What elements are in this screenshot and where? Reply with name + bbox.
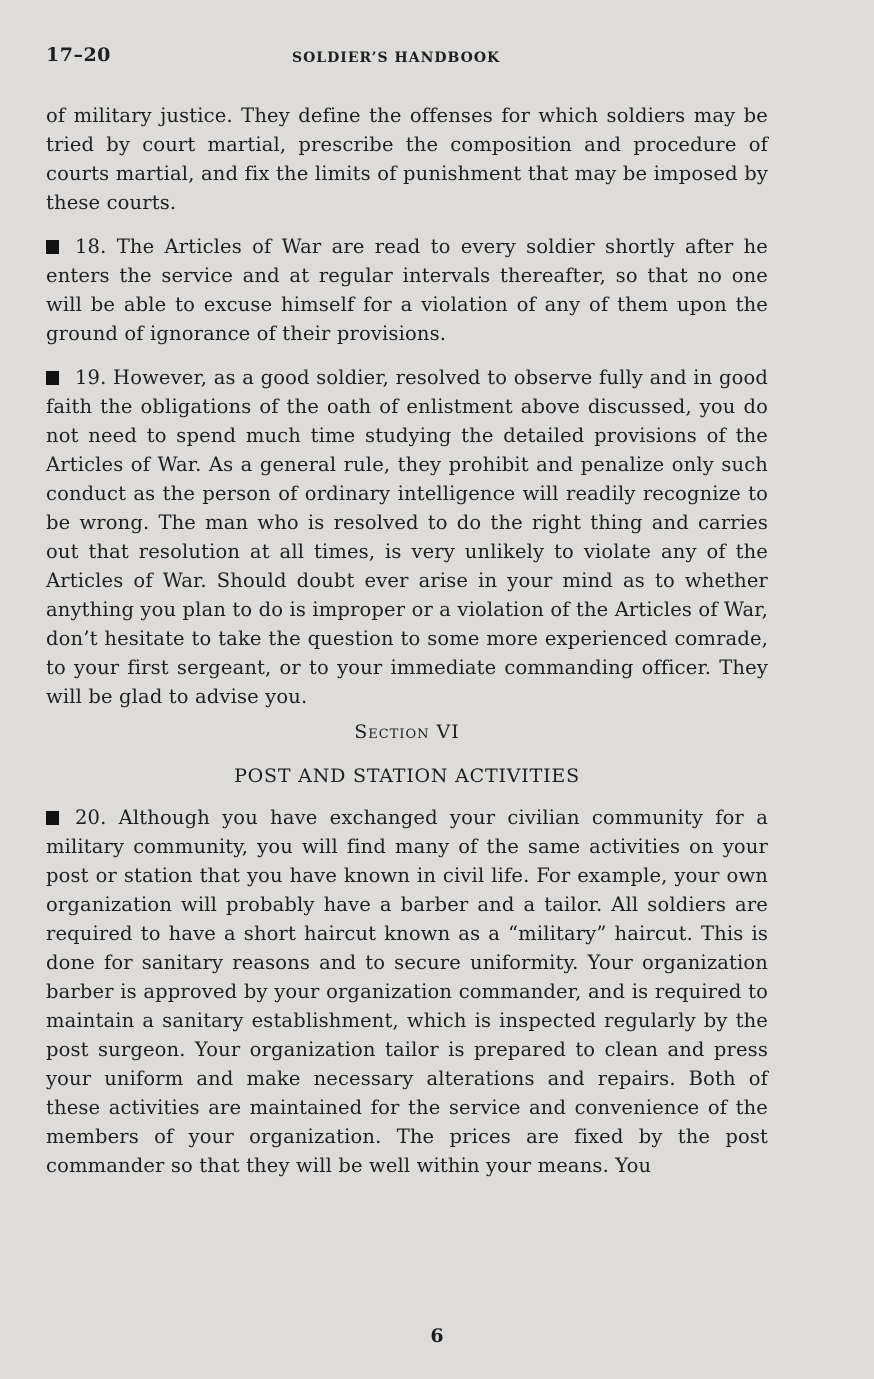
paragraph-marker-icon xyxy=(46,240,59,254)
paragraph-20 xyxy=(46,803,768,1180)
paragraph-19 xyxy=(46,363,768,711)
section-number-text: Section VI xyxy=(354,721,460,743)
paragraph-marker-icon xyxy=(46,811,59,825)
page-number: 6 xyxy=(430,1325,444,1347)
paragraph-18 xyxy=(46,232,768,348)
paragraph-19-text: 19. However, as a good soldier, resolved to observe fully and in good faith the obligations of the oath of enlistment above discussed, you do not need to spend much time studying the detailed provisions of the Articles of War. As a general rule, they prohibit and penalize only such conduct as the person of ordinary intelligence will readily recognize to be wrong. The man who is resolved to do the right thing and carries out that resolution at all times, is very unlikely to violate any of the Articles of War. Should doubt ever arise in your mind as to whether anything you plan to do is improper or a violation of the Articles of War, don’t hesitate to take the question to some more experienced comrade, to your first sergeant, or to your immediate commanding officer. They will be glad to advise you. xyxy=(46,366,768,708)
body-text xyxy=(46,101,768,1180)
paragraph-18-text: 18. The Articles of War are read to every soldier shortly after he enters the service and at regular intervals thereafter, so that no one will be able to excuse himself for a violation of any of them upon the ground of ignorance of their provisions. xyxy=(46,235,768,345)
paragraph-17-continued: of military justice. They define the offenses for which soldiers may be tried by court martial, prescribe the composition and procedure of courts martial, and fix the limits of punishment that may be imposed by these courts. xyxy=(46,104,768,214)
running-title: SOLDIER’S HANDBOOK xyxy=(292,50,501,66)
paragraph-20-text: 20. Although you have exchanged your civilian community for a military community, you will find many of the same activities on your post or station that you have known in civil life. For example, your own organization will probably have a barber and a tailor. All soldiers are required to have a short haircut known as a “military” haircut. This is done for sanitary reasons and to secure uniformity. Your organization barber is approved by your organization commander, and is required to maintain a sanitary establishment, which is inspected regularly by the post surgeon. Your organization tailor is prepared to clean and press your uniform and make necessary alterations and repairs. Both of these activities are maintained for the service and convenience of the members of your organization. The prices are fixed by the post commander so that they will be well within your means. You xyxy=(46,806,768,1177)
section-number xyxy=(46,717,768,747)
section-title: POST AND STATION ACTIVITIES xyxy=(234,765,580,787)
page-header xyxy=(46,44,768,76)
paragraph-marker-icon xyxy=(46,371,59,385)
page-reference: 17–20 xyxy=(46,44,111,66)
